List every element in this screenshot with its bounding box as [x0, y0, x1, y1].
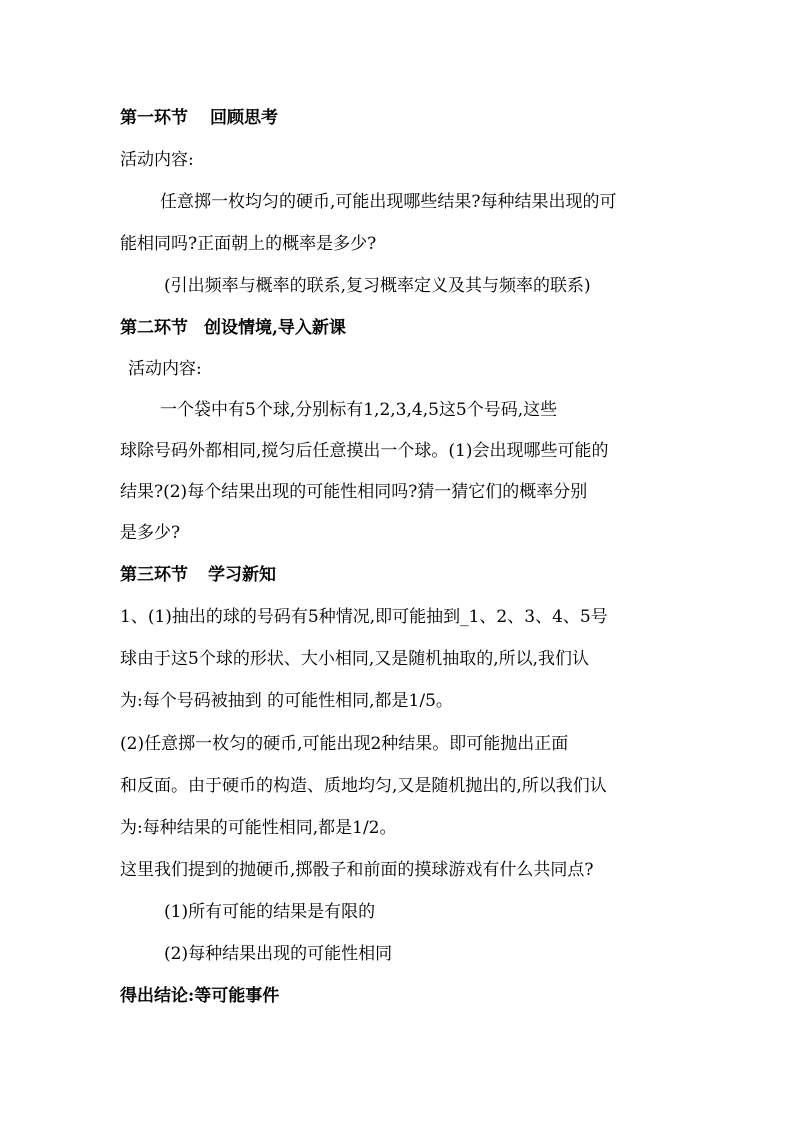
section3-point1: (1)所有可能的结果是有限的: [164, 902, 376, 922]
section1-note: (引出频率与概率的联系,复习概率定义及其与频率的联系): [164, 276, 591, 296]
section3-p1-line3: 为:每个号码被抽到 的可能性相同,都是1/5。: [120, 691, 453, 711]
section1-heading-title: 回顾思考: [210, 108, 278, 128]
section3-p2-line3: 为:每种结果的可能性相同,都是1/2。: [120, 818, 397, 838]
section2-activity-label: 活动内容:: [128, 359, 202, 379]
section1-paragraph-line2: 能相同吗?正面朝上的概率是多少?: [120, 234, 377, 254]
section2-paragraph-line3: 结果?(2)每个结果出现的可能性相同吗?猜一猜它们的概率分别: [120, 482, 588, 502]
section2-paragraph-line1: 一个袋中有5个球,分别标有1,2,3,4,5这5个号码,这些: [160, 400, 558, 420]
section1-paragraph-line1: 任意掷一枚均匀的硬币,可能出现哪些结果?每种结果出现的可: [160, 192, 617, 212]
section3-point2: (2)每种结果出现的可能性相同: [164, 944, 393, 964]
section3-heading-label: 第三环节: [120, 565, 188, 585]
section1-heading-label: 第一环节: [120, 108, 188, 128]
section2-paragraph-line2: 球除号码外都相同,搅匀后任意摸出一个球。(1)会出现哪些可能的: [120, 441, 609, 461]
section3-question: 这里我们提到的抛硬币,掷骰子和前面的摸球游戏有什么共同点?: [120, 860, 594, 880]
section3-p1-line2: 球由于这5个球的形状、大小相同,又是随机抽取的,所以,我们认: [120, 649, 590, 669]
section2-heading-label: 第二环节: [120, 318, 188, 338]
section2-heading: [120, 318, 346, 338]
section1-activity-label: 活动内容:: [120, 150, 194, 170]
section3-conclusion: 得出结论:等可能事件: [120, 986, 280, 1006]
section3-p2-line2: 和反面。由于硬币的构造、质地均匀,又是随机抛出的,所以我们认: [120, 776, 607, 796]
section1-heading: [120, 108, 278, 128]
section3-heading: [120, 565, 276, 585]
section3-p2-line1: (2)任意掷一枚匀的硬币,可能出现2种结果。即可能抛出正面: [120, 734, 569, 754]
section2-paragraph-line4: 是多少?: [120, 523, 181, 543]
section3-heading-title: 学习新知: [208, 565, 276, 585]
section3-p1-line1: 1、(1)抽出的球的号码有5种情况,即可能抽到_1、2、3、4、5号: [120, 607, 608, 627]
section2-heading-title: 创设情境,导入新课: [204, 318, 346, 338]
